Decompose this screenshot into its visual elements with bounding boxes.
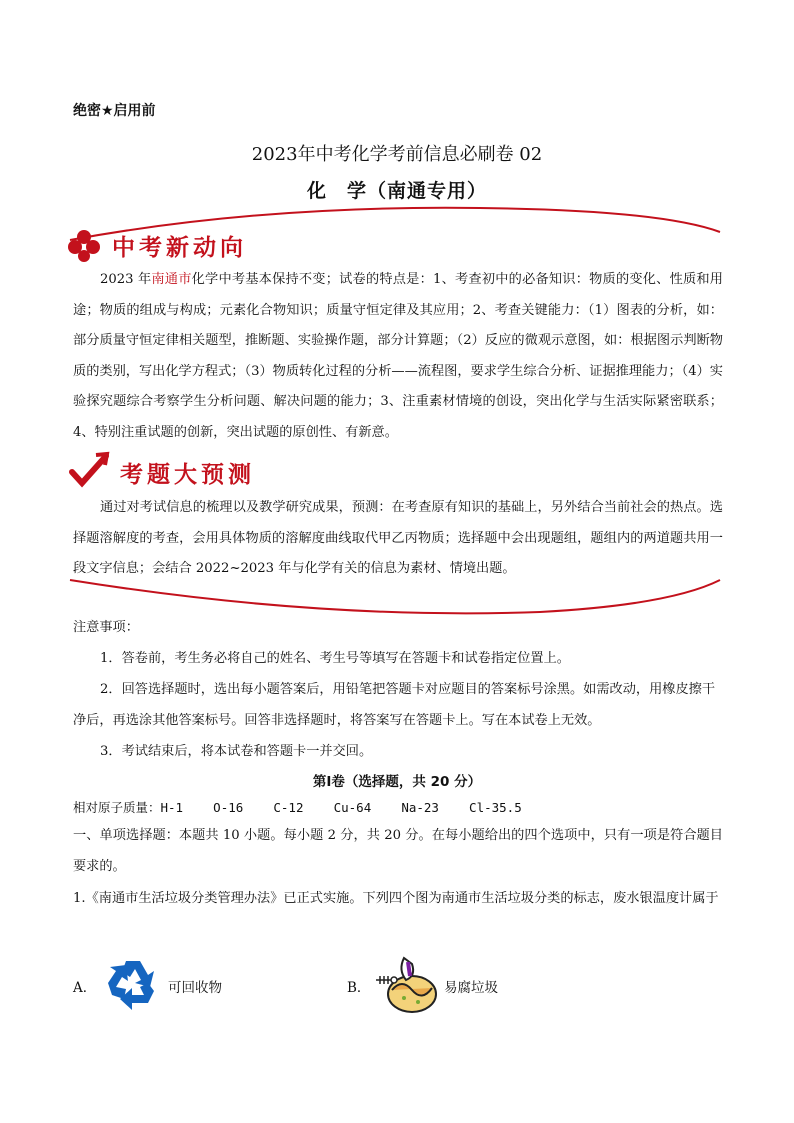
section-instructions: 一、单项选择题：本题共 10 小题。每小题 2 分，共 20 分。在每小题给出的四个选项中，只有一项是符合题目要求的。 xyxy=(73,828,723,874)
note-item: 1．答卷前，考生务必将自己的姓名、考生号等填写在答题卡和试卷指定位置上。 xyxy=(100,651,570,666)
option-b-letter: B． xyxy=(347,980,371,996)
section-heading-forecast: 考题大预测 xyxy=(120,462,255,488)
note-item: 2．回答选择题时，选出每小题答案后，用铅笔把答题卡对应题目的答案标号涂黑。如需改动，用橡皮擦干净后，再选涂其他答案标号。回答非选择题时，将答案写在答题卡上。写在本试卷上无效。 xyxy=(73,682,716,728)
trends-paragraph xyxy=(73,265,723,448)
atomic-mass-line: 相对原子质量：H-1 O-16 C-12 Cu-64 Na-23 Cl-35.5 xyxy=(73,800,522,815)
clover-icon xyxy=(66,228,102,264)
exam-subtitle: 化 学（南通专用） xyxy=(306,180,487,202)
confidential-mark: 绝密★启用前 xyxy=(73,103,156,119)
option-a-label: 可回收物 xyxy=(168,980,222,996)
trends-year: 2023 年 xyxy=(100,272,152,287)
recycle-icon xyxy=(104,955,162,1013)
trends-text: 化学中考基本保持不变；试卷的特点是：1、考查初中的必备知识：物质的变化、性质和用途；物质的组成与构成；元素化合物知识；质量守恒定律及其应用；2、考查关键能力：（1）图表的分析，如：部分质量守恒定律相关题型，推断题、实验操作题，部分计算题；（2）反应的微观示意图，如：根据图示判断物质的类别，写出化学方程式；（3）物质转化过程的分析——流程图，要求学生综合分析、证据推理能力；（4）实验探究题综合考察学生分析问题、解决问题的能力；3、注重素材情境的创设，突出化学与生活实际紧密联系；4、特别注重试题的创新，突出试题的原创性、有新意。 xyxy=(73,272,723,440)
option-a-letter: A． xyxy=(73,980,97,996)
forecast-paragraph: 通过对考试信息的梳理以及教学研究成果，预测：在考查原有知识的基础上，另外结合当前社会的热点。选择题溶解度的考查，会用具体物质的溶解度曲线取代甲乙丙物质；选择题中会出现题组，题组内的两道题共用一段文字信息；会结合 2022~2023 年与化学有关的信息为素材、情境出题。 xyxy=(73,500,723,576)
exam-title: 2023年中考化学考前信息必刷卷 02 xyxy=(251,144,543,165)
food-waste-icon xyxy=(372,950,442,1016)
option-b-label: 易腐垃圾 xyxy=(444,980,498,996)
check-arrow-icon xyxy=(68,450,110,490)
note-item: 3．考试结束后，将本试卷和答题卡一并交回。 xyxy=(100,744,373,759)
notes-heading: 注意事项： xyxy=(73,620,139,635)
notes-block xyxy=(73,612,723,767)
trends-city: 南通市 xyxy=(151,272,192,287)
question-stem: 1.《南通市生活垃圾分类管理办法》已正式实施。下列四个图为南通市生活垃圾分类的标志，废水银温度计属于 xyxy=(73,891,719,906)
part-title: 第Ⅰ卷（选择题，共 20 分） xyxy=(312,774,482,790)
section-heading-trends: 中考新动向 xyxy=(112,235,247,261)
